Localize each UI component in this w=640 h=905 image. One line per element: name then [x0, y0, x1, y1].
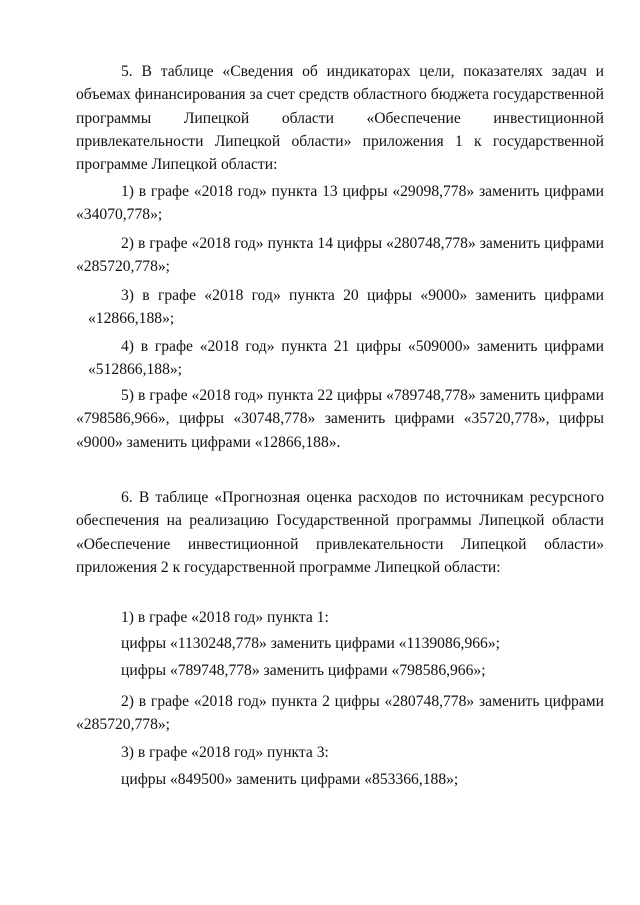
section-6-intro: 6. В таблице «Прогнозная оценка расходов по источникам ресурсного обеспечения на реализацию Государственной программы Липецкой области «Обеспечение инвестиционной привлекательности Липецкой области» приложения 2 к государственной программе Липецкой области:: [76, 489, 604, 576]
section-6-item-1-heading: 1) в графе «2018 год» пункта 1:: [121, 609, 329, 626]
section-6-item-2: 2) в графе «2018 год» пункта 2 цифры «280748,778» заменить цифрами «285720,778»;: [76, 693, 604, 734]
section-5-item-1-line-1: 1) в графе «2018 год» пункта 13 цифры «29098,778» заменить цифрами: [121, 183, 604, 200]
section-5-item-3-line-1: 3) в графе «2018 год» пункта 20 цифры «9000» заменить цифрами: [121, 287, 604, 304]
section-6-item-3-heading: 3) в графе «2018 год» пункта 3:: [121, 744, 329, 761]
section-6-item-1-line-a: цифры «1130248,778» заменить цифрами «1139086,966»;: [121, 635, 500, 652]
section-5-intro: 5. В таблице «Сведения об индикаторах цели, показателях задач и объемах финансирования за счет средств областного бюджета государственной программы Липецкой области «Обеспечение инвестиционной привлекательности Липецкой области» приложения 1 к государственной программе Липецкой области:: [76, 63, 604, 174]
section-6-item-1-line-b: цифры «789748,778» заменить цифрами «798586,966»;: [121, 662, 486, 679]
section-5-item-3: [76, 284, 604, 331]
section-5-item-5: 5) в графе «2018 год» пункта 22 цифры «789748,778» заменить цифрами «798586,966», цифры «30748,778» заменить цифрами «35720,778», цифры «9000» заменить цифрами «12866,188».: [76, 387, 604, 451]
section-5-item-2: [76, 232, 604, 279]
section-5-item-1-line-2: «34070,778»;: [76, 206, 163, 224]
section-5-item-2-line-1: 2) в графе «2018 год» пункта 14 цифры «280748,778» заменить цифрами: [121, 235, 604, 252]
section-5-item-1: [76, 180, 604, 227]
section-5-item-4-line-1: 4) в графе «2018 год» пункта 21 цифры «509000» заменить цифрами: [121, 338, 604, 355]
section-5-item-2-line-2: «285720,778»;: [76, 258, 170, 276]
section-6-item-3-line-a: цифры «849500» заменить цифрами «853366,188»;: [121, 771, 459, 788]
section-5-item-4-line-2: «512866,188»;: [88, 361, 182, 379]
section-5-item-3-line-2: «12866,188»;: [88, 310, 175, 328]
section-5-item-4: [76, 335, 604, 382]
